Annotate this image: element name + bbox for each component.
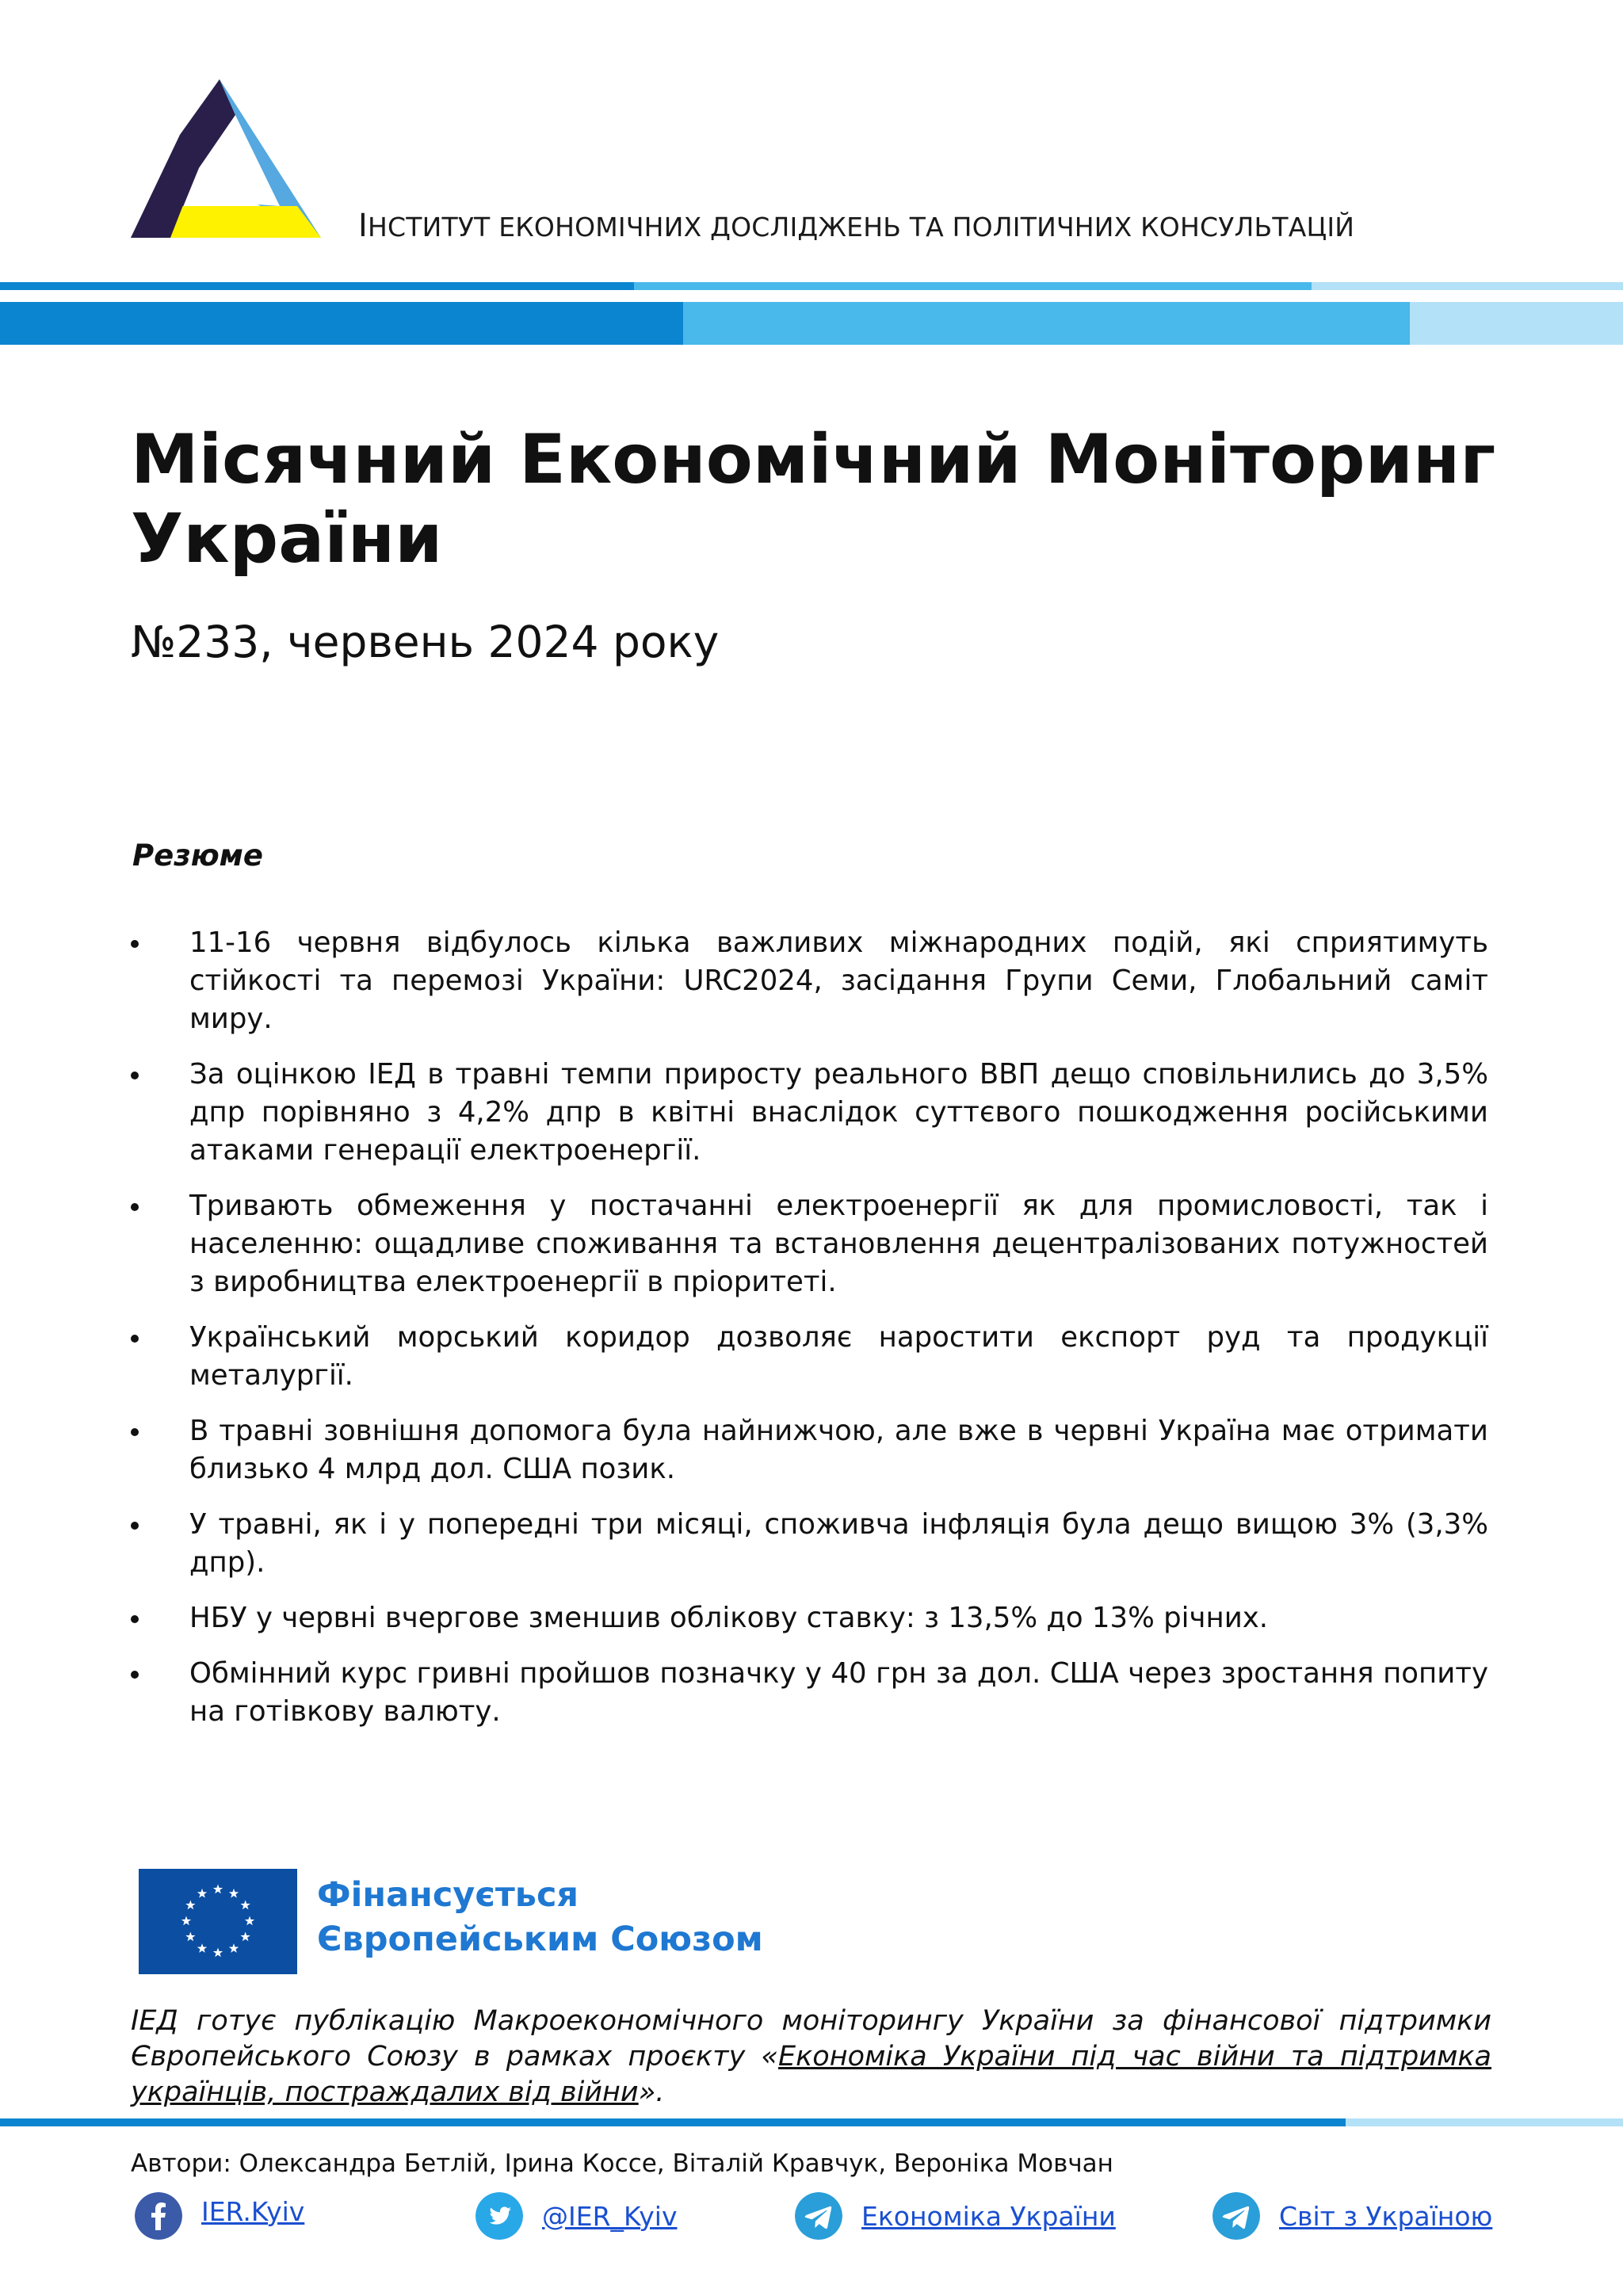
institute-logo [131,79,321,242]
summary-item: 11-16 червня відбулось кілька важливих міжнародних подій, які сприятимуть стійкості та перемозі України: URC2024, засідання Групи Семи, Глобальний саміт миру. [131,924,1488,1038]
footer-bar-2 [1346,2118,1623,2126]
header-bar-thick-3 [1410,302,1623,345]
social-facebook[interactable] [135,2191,304,2241]
bullet-icon [131,1072,139,1079]
telegram-world-link[interactable]: Світ з Україною [1279,2200,1493,2232]
twitter-link[interactable]: @IER_Kyiv [542,2200,678,2232]
bullet-icon [131,1335,139,1343]
title-line-1: Місячний Економічний Моніторинг [131,420,1496,499]
summary-item: У травні, як і у попередні три місяці, споживча інфляція була дещо вищою 3% (3,3% дпр). [131,1506,1488,1582]
summary-item: За оцінкою ІЕД в травні темпи приросту реального ВВП дещо сповільнились до 3,5% дпр порівняно з 4,2% дпр в квітні внаслідок суттєвого пошкодження російськими атаками генерації електроенергії. [131,1056,1488,1170]
bullet-icon [131,1428,139,1436]
summary-list [131,924,1488,1748]
footer-bar-1 [0,2118,1346,2126]
telegram-icon [795,2192,842,2240]
header-bar-thin-2 [634,282,1312,290]
header-bar-thick-2 [683,302,1410,345]
bullet-icon [131,1203,139,1211]
facebook-icon [135,2192,182,2240]
summary-item: Український морський коридор дозволяє наростити експорт руд та продукції металургії. [131,1319,1488,1395]
summary-item: НБУ у червні вчергове зменшив облікову ставку: з 13,5% до 13% річних. [131,1599,1488,1637]
telegram-icon [1212,2192,1260,2240]
header-bar-thick-1 [0,302,683,345]
summary-item: Обмінний курс гривні пройшов позначку у 40 грн за дол. США через зростання попиту на готівкову валюту. [131,1655,1488,1731]
bullet-icon [131,1671,139,1679]
summary-item: Тривають обмеження у постачанні електроенергії як для промисловості, так і населенню: ощадливе споживання та встановлення децентралізованих потужностей з виробництва електроенергії в пріоритеті. [131,1187,1488,1301]
header-bar-thin-3 [1312,282,1623,290]
bullet-icon [131,1522,139,1530]
institute-name: ІНСТИТУТ ЕКОНОМІЧНИХ ДОСЛІДЖЕНЬ ТА ПОЛІТИЧНИХ КОНСУЛЬТАЦІЙ [358,208,1355,244]
summary-item: В травні зовнішня допомога була найнижчою, але вже в червні Україна має отримати близько 4 млрд дол. США позик. [131,1412,1488,1488]
project-link[interactable]: Економіка України під час війни та підтримка українців, постраждалих від війни [131,2041,1492,2108]
funding-note: ІЕД готує публікацію Макроекономічного моніторингу України за фінансової підтримки Європейського Союзу в рамках проєкту «Економіка України під час війни та підтримка українців, постраждалих від війни». [131,2005,1492,2108]
bullet-icon [131,1615,139,1623]
social-telegram-world[interactable] [1212,2191,1492,2241]
authors: Автори: Олександра Бетлій, Ірина Коссе, Віталій Кравчук, Вероніка Мовчан [131,2149,1113,2178]
eu-funding-label: Фінансується Європейським Союзом [317,1875,763,1959]
eu-flag-icon [139,1869,297,1974]
issue-subtitle: №233, червень 2024 року [131,617,720,667]
bullet-icon [131,940,139,948]
header-bar-thin-1 [0,282,634,290]
summary-heading: Резюме [132,839,264,873]
page-title [131,420,1518,579]
social-telegram-economy[interactable] [795,2191,1116,2241]
title-line-2: України [131,499,443,579]
social-twitter[interactable] [475,2191,677,2241]
facebook-link[interactable]: IER.Kyiv [201,2195,305,2227]
telegram-economy-link[interactable]: Економіка України [861,2200,1116,2232]
twitter-icon [475,2192,523,2240]
